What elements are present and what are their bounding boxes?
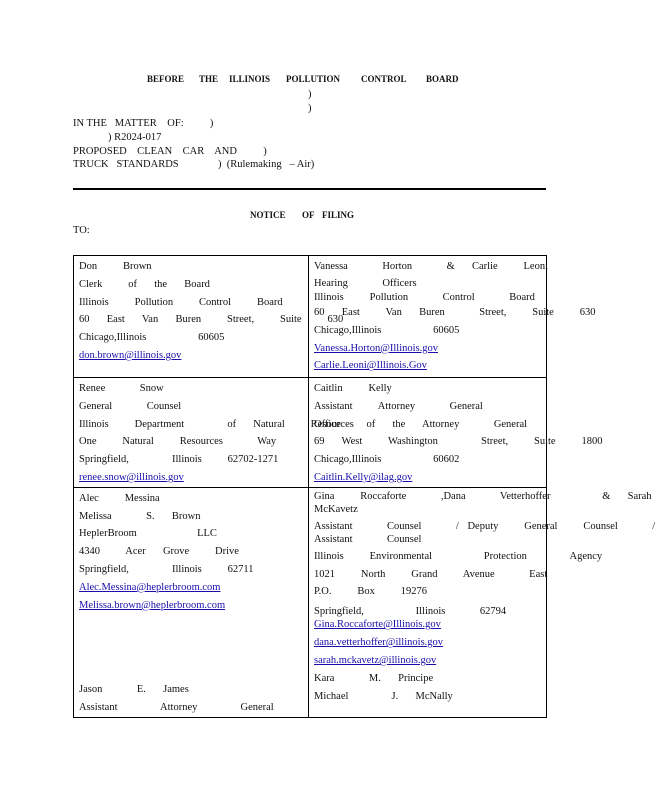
- email-link[interactable]: Alec.Messina@heplerbroom.com: [79, 581, 221, 593]
- recipient-city: Chicago,Illinois 60605: [314, 324, 460, 336]
- cell-spacer: [79, 614, 303, 681]
- service-cell-clerk: [74, 256, 344, 378]
- recipient-name: Gina Roccaforte ,Dana Vetterhoffer & Sarah: [314, 490, 652, 502]
- caption-divider: [73, 188, 546, 190]
- recipient-city: Springfield, Illinois 62702-1271: [79, 454, 279, 466]
- table-row: [74, 487, 547, 717]
- caption-paren: ): [308, 89, 312, 100]
- recipient-org: Office of the Attorney General: [314, 418, 528, 430]
- recipient-org: HeplerBroom LLC: [79, 528, 217, 540]
- caption-paren: ): [308, 103, 312, 114]
- recipient-org: Illinois Pollution Control Board: [79, 296, 283, 308]
- recipient-title: Assistant Counsel / Deputy General Counsel /: [314, 520, 655, 532]
- recipient-title: General Counsel: [79, 400, 182, 412]
- recipient-street: 1021 North Grand Avenue East: [314, 568, 548, 580]
- recipient-name: McKavetz: [314, 503, 358, 515]
- recipient-name: Caitlin Kelly: [314, 383, 392, 394]
- caption-word: BOARD: [426, 74, 459, 84]
- rulemaking-label: ) (Rulemaking – Air): [218, 159, 315, 170]
- recipient-title: Assistant Attorney General: [314, 400, 483, 412]
- email-link[interactable]: Carlie.Leoni@Illinois.Gov: [314, 360, 427, 372]
- recipient-city: Chicago,Illinois 60602: [314, 454, 460, 466]
- recipient-street: 60 East Van Buren Street, Suite 630: [314, 307, 596, 318]
- email-link[interactable]: don.brown@illinois.gov: [79, 349, 182, 361]
- recipient-name: Renee Snow: [79, 383, 164, 394]
- table-row: [74, 378, 547, 488]
- email-link[interactable]: Gina.Roccaforte@Illinois.gov: [314, 619, 441, 631]
- email-link[interactable]: renee.snow@illinois.gov: [79, 471, 184, 483]
- caption-word: BEFORE: [147, 74, 185, 84]
- caption-word: CONTROL: [361, 74, 407, 84]
- recipient-street: 4340 Acer Grove Drive: [79, 546, 239, 558]
- notice-word: FILING: [322, 210, 355, 220]
- recipient-org: Illinois Department of Natural Resources: [79, 418, 354, 430]
- caption-word: ILLINOIS: [229, 74, 271, 84]
- recipient-title: Clerk of the Board: [79, 278, 210, 290]
- recipient-name: Alec Messina: [79, 492, 160, 504]
- email-link[interactable]: dana.vetterhoffer@illinois.gov: [314, 637, 444, 649]
- truck-line: TRUCK STANDARDS: [73, 159, 179, 170]
- table-row: [74, 256, 547, 378]
- notice-word: NOTICE: [250, 210, 286, 220]
- caption-word: POLLUTION: [286, 74, 341, 84]
- recipient-city: Chicago,Illinois 60605: [79, 332, 225, 344]
- email-link[interactable]: sarah.mckavetz@illinois.gov: [314, 654, 437, 666]
- recipient-name: Vanessa Horton & Carlie Leoni: [314, 261, 549, 272]
- recipient-street: 60 East Van Buren Street, Suite 630: [79, 314, 344, 326]
- recipient-title: Assistant Attorney General: [79, 702, 274, 714]
- proposed-line: PROPOSED CLEAN CAR AND ): [73, 146, 267, 157]
- recipient-street: 69 West Washington Street, Suite 1800: [314, 436, 603, 448]
- service-cell-attorney-general: [309, 378, 603, 488]
- docket-number: ) R2024-017: [108, 132, 162, 143]
- service-cell-epa: [309, 487, 655, 717]
- caption-word: THE: [199, 74, 219, 84]
- recipient-po-box: P.O. Box 19276: [314, 586, 428, 598]
- email-link[interactable]: Caitlin.Kelly@ilag.gov: [314, 471, 413, 483]
- recipient-name: Michael J. McNally: [314, 690, 453, 702]
- recipient-street: One Natural Resources Way: [79, 436, 277, 448]
- recipient-city: Springfield, Illinois 62794: [314, 606, 507, 618]
- recipient-name: Jason E. James: [79, 684, 189, 696]
- recipient-city: Springfield, Illinois 62711: [79, 563, 254, 575]
- notice-word: OF: [302, 210, 315, 220]
- recipient-org: Illinois Pollution Control Board: [314, 292, 535, 303]
- to-label: TO:: [73, 225, 90, 236]
- email-link[interactable]: Vanessa.Horton@Illinois.gov: [314, 342, 438, 354]
- recipient-org: Illinois Environmental Protection Agency: [314, 550, 603, 562]
- service-cell-hearing-officers: [309, 256, 596, 378]
- matter-line: IN THE MATTER OF: ): [73, 118, 214, 129]
- email-link[interactable]: Melissa.brown@heplerbroom.com: [79, 599, 226, 611]
- service-cell-heplerbroom: [74, 487, 309, 717]
- recipient-name: Melissa S. Brown: [79, 510, 201, 522]
- recipient-title: Hearing Officers: [314, 278, 417, 289]
- recipient-name: Don Brown: [79, 261, 152, 272]
- recipient-name: Kara M. Principe: [314, 672, 434, 684]
- service-list-table: [73, 255, 655, 718]
- recipient-title: Assistant Counsel: [314, 533, 422, 545]
